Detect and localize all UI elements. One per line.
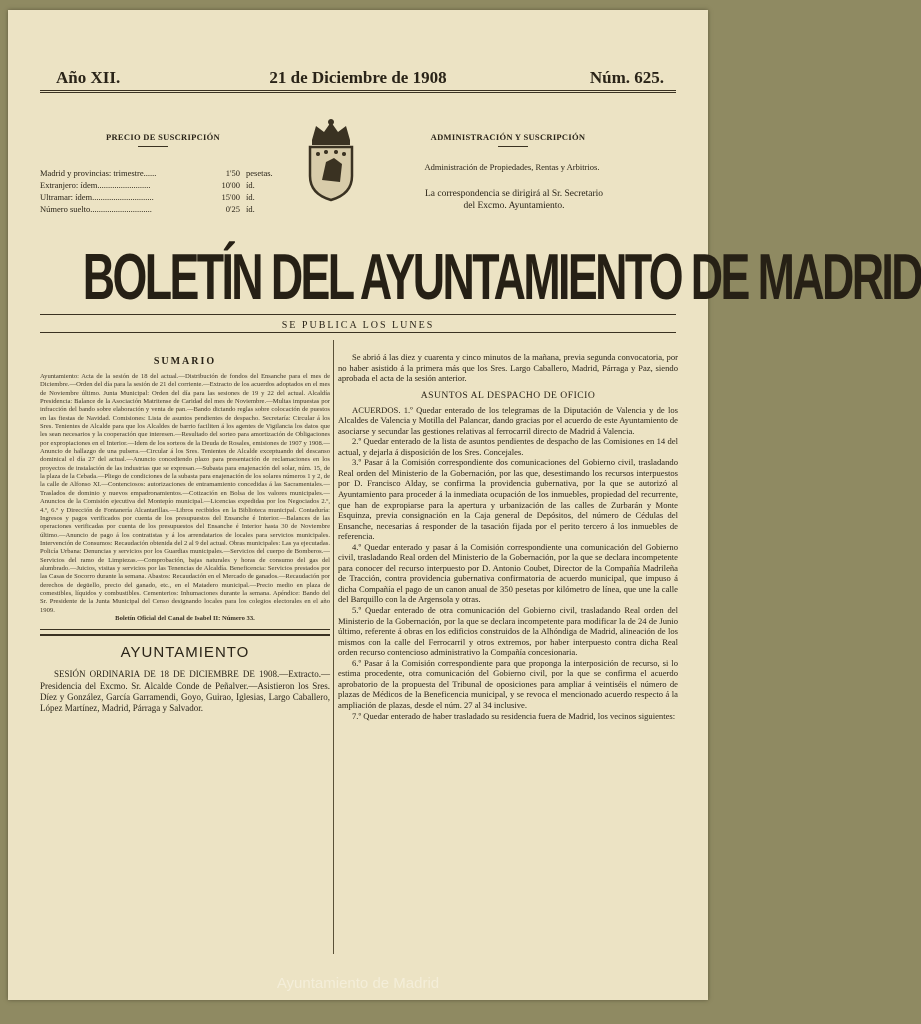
subscription-prices xyxy=(40,167,273,215)
issue-year: Año XII. xyxy=(56,68,121,87)
issue-date: 21 de Diciembre de 1908 xyxy=(269,68,447,87)
issue-number: Núm. 625. xyxy=(589,68,664,87)
right-column xyxy=(338,348,678,721)
agreement-paragraph: 5.º Quedar enterado de otra comunicación del Gobierno civil, trasladando Real orden del Ministerio de la Gobernación, por la que se declara incompetente para modificar la de 24 de Junio último, referente á obras en los edificios construidos de la Alhóndiga de Madrid, alineación de los mismos con la calle del Ferrocarril y otros extremos, por haber interpuesto contra dicha Real orden recurso contencioso administrativo la Compañía concesionaria. xyxy=(338,605,678,658)
administration-note: La correspondencia se dirigirá al Sr. Secretario del Excmo. Ayuntamiento. xyxy=(424,189,604,211)
masthead-rule-top xyxy=(40,314,676,315)
agreement-paragraph: ACUERDOS. 1.º Quedar enterado de los telegramas de la Diputación de Valencia y de los Alcaldes de Valencia y Motilla del Palancar, dando gracias por el acuerdo de este Ayuntamiento de asociarse y secundar las gestiones relativas al ferrocarril directo de Madrid á Valencia. xyxy=(338,404,678,436)
newspaper-page xyxy=(8,10,921,1000)
agreement-paragraph: 6.º Pasar á la Comisión correspondiente para que proponga la interposición de recurso, si lo estima procedente, otra comunicación del Gobierno civil, por la que se confirma el acuerdo aprobatorio de la propuesta del Tribunal de oposiciones para ampliar á veintiséis el número de plazas de Médicos de la Beneficencia municipal, y se revoca el mencionado acuerdo respecto á la ampliación de plazas, desde el núm. 27 al 34 inclusive. xyxy=(338,657,678,710)
session-extract: SESIÓN ORDINARIA DE 18 DE DICIEMBRE DE 1908.—Extracto.—Presidencia del Excmo. Sr. Alcalde Conde de Peñalver.—Asistieron los Sres. Díez y González, García Garramendi, Goyo, Guirao, Iglesias, Largo Caballero, López Martínez, Madrid, Párraga y Salvador. xyxy=(40,669,330,713)
left-column xyxy=(40,348,330,714)
administration-heading: ADMINISTRACIÓN Y SUSCRIPCIÓN xyxy=(430,132,586,142)
administration-divider xyxy=(498,146,528,147)
agreement-paragraph: 7.º Quedar enterado de haber trasladado su residencia fuera de Madrid, los vecinos siguientes: xyxy=(352,710,676,721)
summary-rule-thick xyxy=(40,634,330,636)
subscription-heading: PRECIO DE SUSCRIPCIÓN xyxy=(106,132,220,142)
header-rule xyxy=(40,90,676,93)
session-opening: Se abrió á las diez y cuarenta y cinco minutos de la mañana, previa segunda convocatoria, por no haber asistido á la primera más que los Sres. Largo Caballero, Madrid, Párraga y Paz, siendo aprobada el acta de la sesión anterior. xyxy=(338,352,678,384)
price-row: Ultramar: ídem............................. 15'00 íd. xyxy=(40,192,255,202)
summary-canal: Boletín Oficial del Canal de Isabel II: Número 33. xyxy=(115,614,255,622)
archive-watermark: Ayuntamiento de Madrid xyxy=(276,975,440,992)
column-divider xyxy=(333,340,334,954)
agreement-paragraph: 2.º Quedar enterado de la lista de asuntos pendientes de despacho de las Comisiones en 14 del actual, y dejarla á disposición de los Sres. Concejales. xyxy=(338,436,678,457)
administration-office: Administración de Propiedades, Rentas y Arbitrios. xyxy=(424,162,600,172)
summary-text: Ayuntamiento: Acta de la sesión de 18 del actual.—Distribución de fondos del Ensanche para el mes de Diciembre.—Orden del día para la sesión de 21 del corriente.—Extracto de los acuerdos adoptados en el mes de Noviembre último. Junta Municipal: Orden del día para las sesiones de 19 y 22 del actual. Alcaldía Presidencia: Balance de la Asociación Matritense de Caridad del mes de Noviembre.—Multas impuestas por infracción del bando sobre elaboración y venta de pan.—Bando dictando reglas sobre colocación de puestos en las fiestas de Navidad. Comisiones: Lista de asuntos pendientes de despacho. Secretaría: Circular á los Sres. Tenientes de Alcalde para que los Alcaldes de barrio faciliten á los agentes de Vigilancia los datos que les sean necesarios y la cooperación que interesen.—Resultado del sorteo para amortización de Obligaciones por expropiaciones en el Interior.—Idem de los sorteos de la Deuda de Rosales, emisiones de 1907 y 1908.—Anuncio de hallazgo de una pulsera.—Circular á los Sres. Tenientes de Alcalde exceptuando del descanso dominical el día 27 del actual.—Anuncio concediendo plazo para presentación de reclamaciones en los proyectos de instalación de las industrias que se expresan.—Subasta para enajenación del solar, núm. 15, de la plaza de la Cebada.—Pliego de condiciones de la subasta para enajenación de los solares números 1 y 2, de la calle de Alfonso XI.—Contenciosos: autorizaciones de entramamiento concedidas á las Sacramentales.—Traslados de dominio y nuevos empadronamientos.—Cotización en Bolsa de los valores municipales.—Anuncios de la Comisión ejecutiva del Montepío municipal.—Licencias expedidas por los Negociados 2.º, 4.º, 6.º y Dirección de Fontanería Alcantarillas.—Libros recibidos en la Biblioteca municipal. Contaduría: Ingresos y pagos verificados por cuenta de los presupuestos del Ensanche é Interior.—Balances de las operaciones verificadas por cuenta de los presupuestos del Ensanche é Interior hasta 30 de Noviembre último.—Anuncio de pago á los contratistas y á los arrendatarios de locales para servicios municipales. Intervención de Consumos: Recaudación obtenida del 2 al 9 del actual. Obras municipales: Las ya ejecutadas. Policía Urbana: Denuncias y servicios por los Guardias municipales.—Servicios del cuerpo de Bomberos.—Servicios del ramo de Limpiezas.—Comprobación, bajas naturales y horas de consumo del gas del alumbrado.—Juicios, visitas y servicios por las Tenencias de Alcaldía. Beneficencia: Servicios prestados por las Casas de Socorro durante la semana. Abastos: Recaudación en el Mercado de ganados.—Recaudación por derechos de degüello, precio del ganado, etc., en el Matadero municipal.—Precio medio en plaza de comestibles, líquidos y combustibles. Cementerios: Inhumaciones durante la semana. Apéndice: Bando del Sr. Presidente de la Junta Municipal del Censo designando locales para los colegios electorales en el año 1909. xyxy=(40,373,330,614)
subscription-divider xyxy=(138,146,168,147)
summary-heading: SUMARIO xyxy=(153,356,217,367)
issue-header xyxy=(44,68,672,90)
masthead-title: BOLETÍN DEL AYUNTAMIENTO DE MADRID xyxy=(82,241,921,314)
madrid-coat-of-arms-icon xyxy=(300,118,362,202)
agreement-paragraph: 3.º Pasar á la Comisión correspondiente dos comunicaciones del Gobierno civil, trasladando Real orden del Ministerio de la Gobernación, por las que, desestimando los recursos interpuestos por D. Francisco Alday, se confirma la providencia gubernativa, por la que se autorizó al Ayuntamiento para proceder á la inmediata ocupación de los inmuebles, propiedad del recurrente, que han de expropiarse para la apertura y urbanización de las calles de Zurbarán y Monte Esquinza, previa consignación en la Caja general de Depósitos, del número de Cédulas del Ensanche, necesarias á responder de la tasación fijada por el perito tercero á los inmuebles de referencia. xyxy=(338,457,678,542)
masthead-subtitle: SE PUBLICA LOS LUNES xyxy=(281,320,435,331)
price-row: Número suelto............................. 0'25 íd. xyxy=(40,204,255,214)
price-row: Extranjero: ídem......................... 10'00 íd. xyxy=(40,180,255,190)
ayuntamiento-heading: AYUNTAMIENTO xyxy=(120,644,250,662)
summary-rule xyxy=(40,629,330,630)
section-heading: ASUNTOS AL DESPACHO DE OFICIO xyxy=(420,389,596,401)
masthead-rule-bottom xyxy=(40,332,676,333)
agreement-paragraph: 4.º Quedar enterado y pasar á la Comisión correspondiente una comunicación del Gobierno civil, trasladando Real orden del Ministerio de la Gobernación, por la que se declara incompetente para conocer del recurso interpuesto por D. Antonio Coubet, Director de la Compañía Madrileña de Tracción, contra providencia gubernativa confirmatoria de acuerdo municipal, que impuso á dicha Compañía el pago de un canon anual de 350 pesetas por kilómetro de línea, que une la calle del Barquillo con la de Argensola y otras. xyxy=(338,541,678,605)
price-row: Madrid y provincias: trimestre...... 1'50 pesetas. xyxy=(40,168,273,178)
